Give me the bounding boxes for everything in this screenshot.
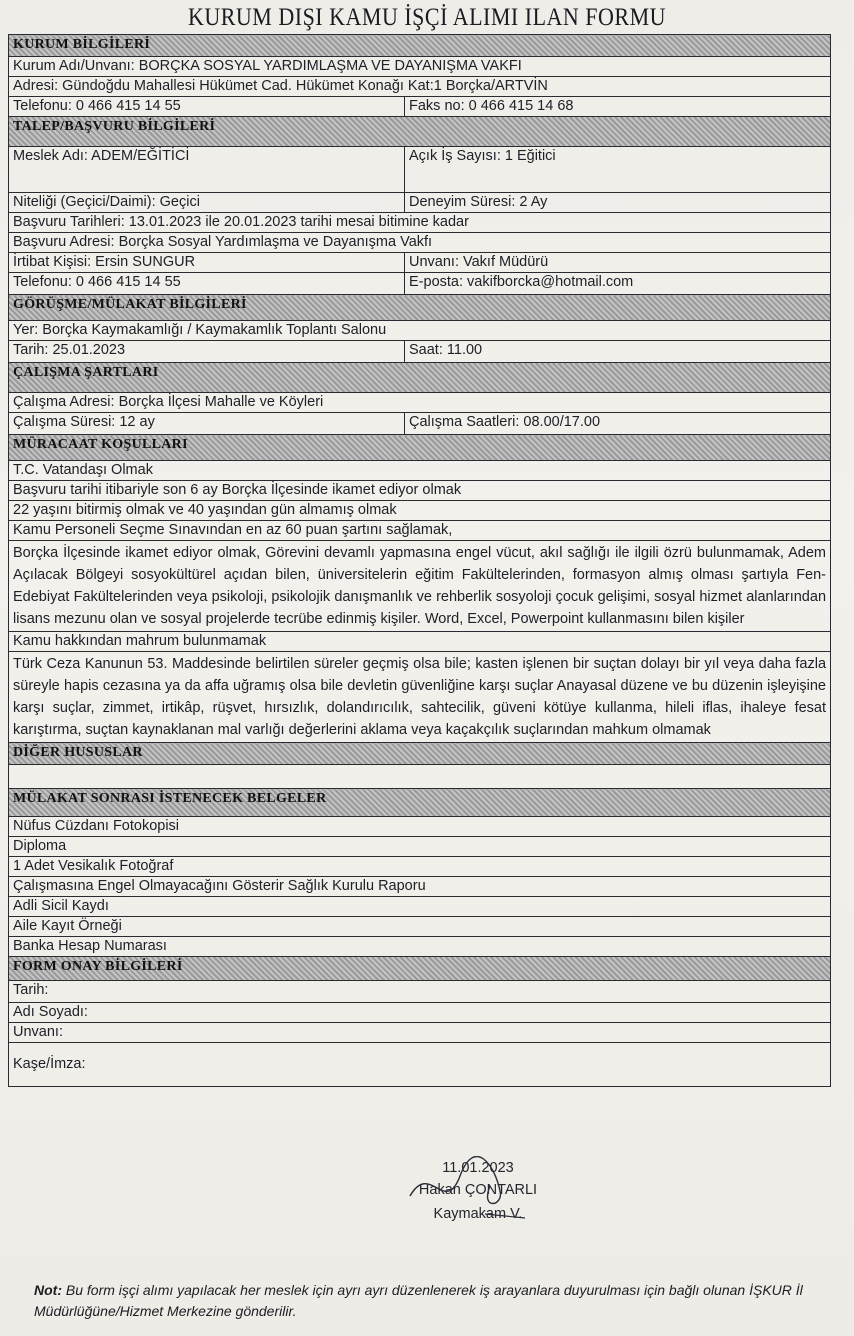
calisma-adresi: Çalışma Adresi: Borçka İlçesi Mahalle ve Köyleri	[9, 393, 831, 413]
gorusme-saat: Saat: 11.00	[405, 341, 831, 363]
section-header-muracaat: MÜRACAAT KOŞULLARI	[9, 435, 831, 461]
acik-is-sayisi: Açık İş Sayısı: 1 Eğitici	[405, 147, 831, 193]
calisma-saatleri: Çalışma Saatleri: 08.00/17.00	[405, 413, 831, 435]
kosul-item: 22 yaşını bitirmiş olmak ve 40 yaşından gün almamış olmak	[9, 501, 831, 521]
gorusme-tarih: Tarih: 25.01.2023	[9, 341, 405, 363]
kosul-item: T.C. Vatandaşı Olmak	[9, 461, 831, 481]
section-header-onay: FORM ONAY BİLGİLERİ	[9, 957, 831, 981]
onay-unvan-value: Kaymakam V.	[433, 1206, 523, 1222]
belge-item: Diploma	[9, 837, 831, 857]
form-note	[34, 1280, 818, 1322]
announcement-form-table	[8, 34, 831, 1087]
onay-ad-label: Adı Soyadı:	[9, 1003, 831, 1023]
belge-item: Aile Kayıt Örneği	[9, 917, 831, 937]
meslek-adi: Meslek Adı: ADEM/EĞİTİCİ	[9, 147, 405, 193]
note-text: Bu form işçi alımı yapılacak her meslek için ayrı ayrı düzenlenerek iş arayanlara duyurulması için bağlı olunan İŞKUR İl Müdürlüğüne/Hizmet Merkezine gönderilir.	[34, 1282, 803, 1319]
onay-ad-value: Hakan ÇONTARLI	[418, 1182, 538, 1198]
kosul-item: Kamu hakkından mahrum bulunmamak	[9, 632, 831, 652]
irtibat-eposta: E-posta: vakifborcka@hotmail.com	[405, 273, 831, 295]
onay-tarih-value: 11.01.2023	[442, 1160, 514, 1176]
kosul-item: Türk Ceza Kanunun 53. Maddesinde belirtilen süreler geçmiş olsa bile; kasten işlenen bir suçtan dolayı bir yıl veya daha fazla süreyle hapis cezasına ya da affa uğramış olsa bile devletin güvenliğine karşı suçlar Anayasal düzene ve bu düzenin işleyişine karşı suçlar, zimmet, irtikâp, rüşvet, hırsızlık, dolandırıcılık, sahtecilik, güveni kötüye kullanma, hileli iflas, ihaleye fesat karıştırma, suçtan kaynaklanan mal varlığı değerlerini aklama veya kaçakçılık suçlarından mahkum olmamak	[9, 652, 831, 743]
section-header-gorusme: GÖRÜŞME/MÜLAKAT BİLGİLERİ	[9, 295, 831, 321]
kosul-item: Borçka İlçesinde ikamet ediyor olmak, Görevini devamlı yapmasına engel vücut, akıl sağlığı ile ilgili özrü bulunmamak, Adem Açılacak Bölgeyi sosyokültürel açıdan bilen, üniversitelerin eğitim Fakültelerinden, formasyon almış olması şartıyla Fen-Edebiyat Fakültelerinden veya psikoloji, psikolojik danışmanlık ve rehberlik sosyoloji çocuk gelişimi, sosyal hizmet alanlarından lisans mezunu olan ve sosyal projelerde tecrübe edinmiş kişiler. Word, Excel, Powerpoint kullanmasını bilen kişiler	[9, 541, 831, 632]
belge-item: Banka Hesap Numarası	[9, 937, 831, 957]
onay-kase-label: Kaşe/İmza:	[9, 1043, 831, 1087]
diger-hususlar-empty	[9, 765, 831, 789]
kurum-adi: Kurum Adı/Unvanı: BORÇKA SOSYAL YARDIMLAŞMA VE DAYANIŞMA VAKFI	[9, 57, 831, 77]
irtibat-unvani: Unvanı: Vakıf Müdürü	[405, 253, 831, 273]
belge-item: 1 Adet Vesikalık Fotoğraf	[9, 857, 831, 877]
onay-tarih-label: Tarih:	[9, 981, 831, 1003]
basvuru-tarihleri: Başvuru Tarihleri: 13.01.2023 ile 20.01.2023 tarihi mesai bitimine kadar	[9, 213, 831, 233]
kurum-telefon: Telefonu: 0 466 415 14 55	[9, 97, 405, 117]
basvuru-adresi: Başvuru Adresi: Borçka Sosyal Yardımlaşma ve Dayanışma Vakfı	[9, 233, 831, 253]
note-label: Not:	[34, 1282, 62, 1298]
section-header-calisma: ÇALIŞMA ŞARTLARI	[9, 363, 831, 393]
section-header-talep: TALEP/BAŞVURU BİLGİLERİ	[9, 117, 831, 147]
kosul-item: Başvuru tarihi itibariyle son 6 ay Borçka İlçesinde ikamet ediyor olmak	[9, 481, 831, 501]
belge-item: Adli Sicil Kaydı	[9, 897, 831, 917]
calisma-suresi: Çalışma Süresi: 12 ay	[9, 413, 405, 435]
section-header-kurum: KURUM BİLGİLERİ	[9, 35, 831, 57]
form-title: KURUM DIŞI KAMU İŞÇİ ALIMI ILAN FORMU	[187, 2, 667, 31]
belge-item: Nüfus Cüzdanı Fotokopisi	[9, 817, 831, 837]
irtibat-kisisi: İrtibat Kişisi: Ersin SUNGUR	[9, 253, 405, 273]
kosul-item: Kamu Personeli Seçme Sınavından en az 60 puan şartını sağlamak,	[9, 521, 831, 541]
section-header-diger: DİĞER HUSUSLAR	[9, 743, 831, 765]
kurum-faks: Faks no: 0 466 415 14 68	[405, 97, 831, 117]
deneyim-suresi: Deneyim Süresi: 2 Ay	[405, 193, 831, 213]
section-header-belgeler: MÜLAKAT SONRASI İSTENECEK BELGELER	[9, 789, 831, 817]
irtibat-telefon: Telefonu: 0 466 415 14 55	[9, 273, 405, 295]
belge-item: Çalışmasına Engel Olmayacağını Gösterir Sağlık Kurulu Raporu	[9, 877, 831, 897]
kurum-adres: Adresi: Gündoğdu Mahallesi Hükümet Cad. Hükümet Konağı Kat:1 Borçka/ARTVİN	[9, 77, 831, 97]
gorusme-yer: Yer: Borçka Kaymakamlığı / Kaymakamlık Toplantı Salonu	[9, 321, 831, 341]
onay-unvan-label: Unvanı:	[9, 1023, 831, 1043]
niteligi: Niteliği (Geçici/Daimi): Geçici	[9, 193, 405, 213]
